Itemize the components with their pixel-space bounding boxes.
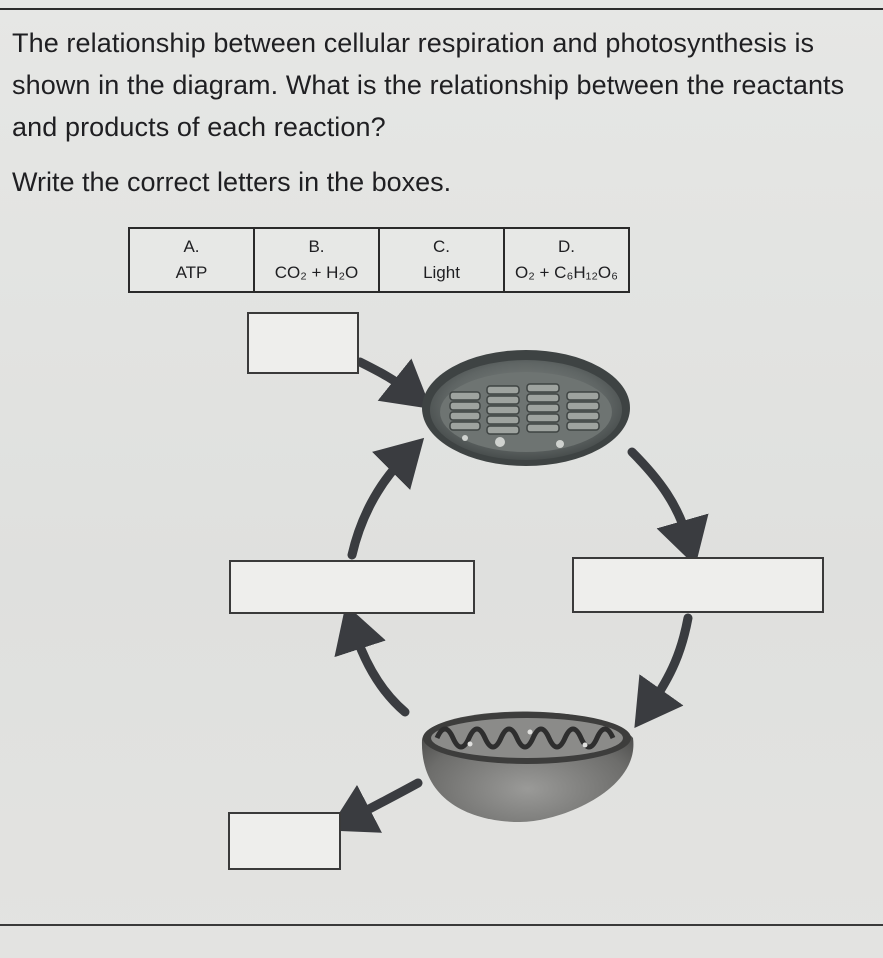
answer-box-bottom[interactable] — [228, 812, 341, 870]
bottom-divider — [0, 924, 883, 926]
answer-box-right[interactable] — [572, 557, 824, 613]
question-text: The relationship between cellular respiration and photosynthesis is shown in the diagram. What is the relationship between the reactants and products of each reaction? — [12, 28, 845, 142]
instruction-text: Write the correct letters in the boxes. — [12, 167, 452, 197]
arrow-right-box-to-mitochondrion — [650, 618, 688, 706]
option-d-label: O₂ + C₆H₁₂O₆ — [514, 263, 619, 282]
option-b-letter: B. — [308, 237, 325, 256]
option-a-label: ATP — [175, 263, 208, 282]
chloroplast-illustration — [422, 350, 630, 466]
answer-box-left[interactable] — [229, 560, 475, 614]
answer-box-top[interactable] — [247, 312, 359, 374]
option-a-letter: A. — [183, 237, 200, 256]
arrow-chloroplast-to-right-box — [632, 452, 688, 540]
mitochondrion-illustration — [422, 712, 633, 822]
option-d-letter: D. — [558, 237, 575, 256]
arrow-left-box-to-chloroplast — [352, 457, 405, 555]
arrow-top-box-to-chloroplast — [360, 362, 410, 392]
option-c-label: Light — [423, 263, 460, 282]
arrow-mitochondrion-to-left-box — [354, 630, 405, 712]
option-b-label: CO₂ + H₂O — [274, 263, 359, 282]
option-c-letter: C. — [433, 237, 450, 256]
arrow-mitochondrion-to-bottom-box — [352, 783, 418, 818]
